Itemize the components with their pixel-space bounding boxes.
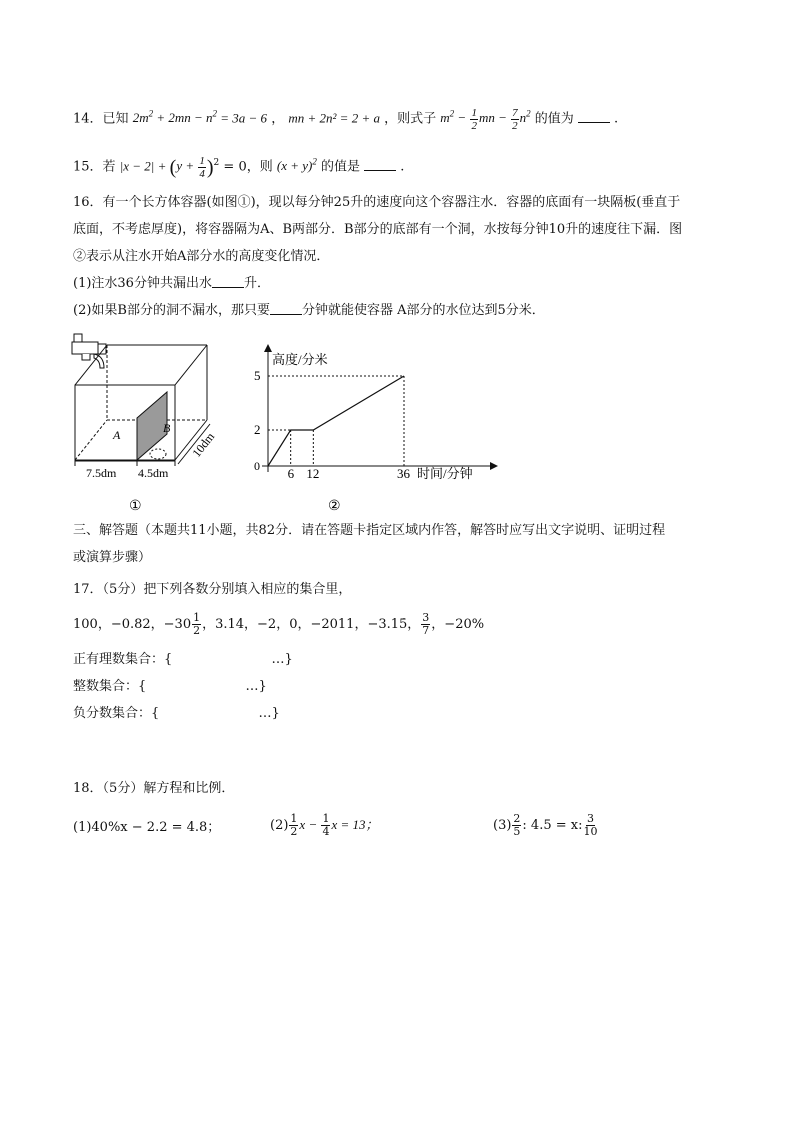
dim-right: 4.5dm	[138, 466, 169, 480]
q16-line3: ②表示从注水开始A部分水的高度变化情况．	[73, 249, 330, 264]
q15-end: .	[400, 159, 405, 175]
section3-line1: 三、解答题（本题共11小题，共82分．请在答题卡指定区域内作答，解答时应写出文字说明、证明过程	[73, 523, 666, 538]
x-axis-label: 时间/分钟	[417, 466, 473, 481]
q14-end: .	[614, 111, 619, 127]
y-axis-arrow	[264, 344, 272, 352]
q14-ask: 的值为	[534, 111, 574, 127]
q17-numbers-c: ，−20%	[431, 617, 485, 632]
y-tick-2: 2	[254, 422, 261, 437]
figure-1-container	[60, 330, 230, 520]
guide-lines	[268, 376, 404, 466]
q16-line2: 底面，不考虑厚度)，将容器隔为A、B两部分．B部分的底部有一个洞，水按每分钟10升的速度往下漏．图	[73, 222, 683, 237]
q17-title: 17．（5分）把下列各数分别填入相应的集合里，	[73, 582, 352, 597]
q18-p2-suffix: x = 13；	[331, 817, 379, 832]
figure-2-caption: ②	[328, 499, 341, 514]
figure-2-chart	[240, 340, 500, 520]
q14-eq2: mn + 2n² = 2 + a	[288, 110, 380, 126]
q14-answer-blank[interactable]	[578, 110, 610, 123]
q15-inner: y + $\frac{1}{4}$	[176, 154, 205, 180]
q17-frac-half: $\frac{1}{2}$	[193, 611, 201, 637]
q17-set-integer[interactable]: 整数集合：{ …}	[73, 679, 267, 694]
x-tick-labels	[288, 466, 411, 481]
q18-p2-prefix: (2)	[270, 818, 289, 833]
q16-line1: 16．有一个长方体容器(如图①)，现以每分钟25升的速度向这个容器注水．容器的底面有一块隔板(垂直于	[73, 195, 681, 210]
question-14	[73, 104, 618, 132]
q14-then: ，则式子	[384, 111, 437, 127]
q15-mid: = 0，则	[223, 159, 273, 175]
q16-sub1-blank[interactable]	[212, 275, 244, 288]
q15-ask: 的值是	[320, 159, 360, 175]
q18-title: 18．（5分）解方程和比例．	[73, 781, 235, 796]
q17-numbers	[73, 612, 484, 637]
q16-sub2-text: (2)如果B部分的洞不漏水，那只要	[73, 303, 270, 318]
q14-eq1-rhs: = 3a − 6	[220, 110, 268, 126]
figure-1-caption: ①	[129, 499, 142, 514]
q18-problem-3: (3) $\frac{2}{5}$ : 4.5 = x: $\frac{3}{10}$	[493, 812, 598, 838]
label-b: B	[163, 421, 171, 435]
dim-depth: 10dm	[189, 429, 218, 460]
q15-answer-blank[interactable]	[364, 158, 396, 171]
q16-sub1-text: (1)注水36分钟共漏出水	[73, 276, 212, 291]
q16-sub1	[73, 274, 270, 294]
faucet-icon	[72, 334, 106, 368]
q15-number: 15．若	[73, 159, 116, 175]
x-tick-6: 6	[287, 466, 295, 481]
y-tick-5: 5	[254, 368, 261, 383]
x-tick-12: 12	[306, 466, 320, 481]
q16-sub1-unit: 升．	[243, 276, 270, 291]
dim-left: 7.5dm	[86, 466, 117, 480]
series-height-line	[268, 376, 404, 466]
q14-number: 14．已知	[73, 111, 129, 127]
q17-set-negative-fraction[interactable]: 负分数集合：{ …}	[73, 706, 280, 721]
q18-problem-1: (1)40%x − 2.2 = 4.8；	[73, 820, 221, 835]
q17-numbers-a: 100，−0.82，−30	[73, 617, 192, 632]
leak-hole	[150, 449, 166, 459]
label-a: A	[113, 428, 121, 442]
q18-p3-mid: : 4.5 = x:	[522, 818, 583, 833]
q16-sub2-blank[interactable]	[270, 302, 302, 315]
q18-p3-prefix: (3)	[493, 818, 512, 833]
q16-sub2	[73, 301, 545, 321]
q14-expr1: $2m^2 + 2mn - n^2$	[132, 109, 218, 126]
q14-expr2: $m^2$ − $\frac{1}{2}$ mn − $\frac{7}{2}$ $n^2$	[440, 106, 531, 132]
x-axis-arrow	[490, 462, 498, 470]
q15-abs: |x − 2| +	[119, 158, 170, 174]
q15-paren: (	[169, 156, 177, 179]
section3-line2: 或演算步骤）	[73, 550, 152, 565]
q14-sep: ，	[271, 111, 285, 127]
q18-problem-2: (2) $\frac{1}{2}$ x − $\frac{1}{4}$ x = 13；	[270, 812, 379, 838]
origin-label: 0	[254, 459, 260, 473]
question-15: 15．若 |x − 2| + (y + $\frac{1}{4}$ )$^2$ = 0，则 $(x + y)^2$ 的值是 .	[73, 154, 405, 180]
q17-set-positive-rational[interactable]: 正有理数集合：{ …}	[73, 652, 293, 667]
y-axis-label: 高度/分米	[272, 352, 328, 367]
q15-expr: $(x + y)^2$	[276, 157, 317, 174]
q17-frac-3-7: $\frac{3}{7}$	[422, 611, 430, 637]
x-tick-36: 36	[397, 466, 410, 481]
y-tick-labels	[254, 368, 261, 437]
q16-sub2-rest: 分钟就能使容器 A部分的水位达到5分米．	[301, 303, 545, 318]
q17-numbers-b: ，3.14，−2，0，−2011，−3.15̇，	[202, 617, 421, 632]
